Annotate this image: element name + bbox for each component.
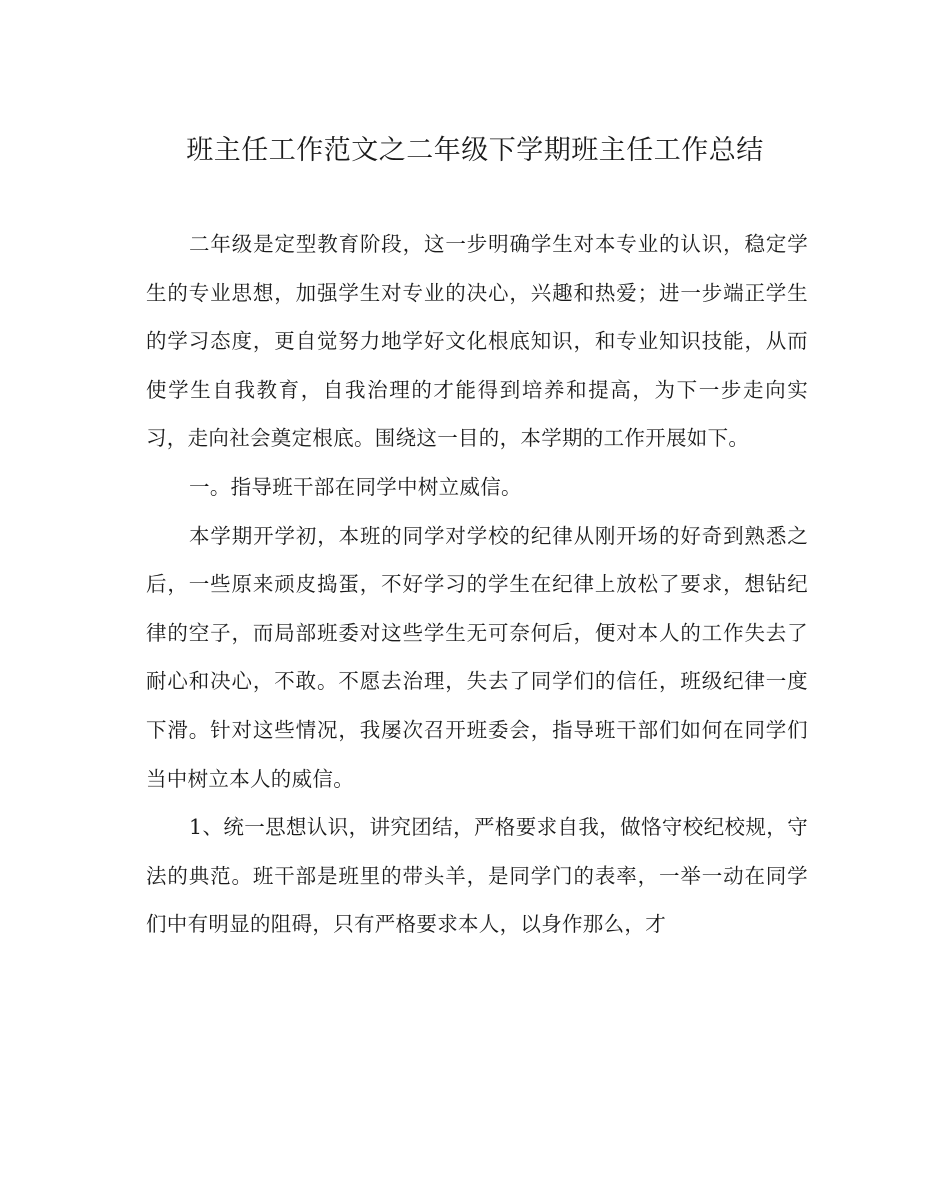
- paragraph-section-1: 本学期开学初，本班的同学对学校的纪律从刚开场的好奇到熟悉之后，一些原来顽皮捣蛋，不好学习的学生在纪律上放松了要求，想钻纪律的空子，而局部班委对这些学生无可奈何后，便对本人的工作失去了耐心和决心，不敢。不愿去治理，失去了同学们的信任，班级纪律一度下滑。针对这些情况，我屡次召开班委会，指导班干部们如何在同学们当中树立本人的威信。: [146, 523, 808, 791]
- document-body: [146, 220, 808, 949]
- section-heading-1: 一。指导班干部在同学中树立威信。: [189, 474, 522, 499]
- paragraph-point-1: 1、统一思想认识，讲究团结，严格要求自我，做恪守校纪校规，守法的典范。班干部是班里的带头羊，是同学门的表率，一举一动在同学们中有明显的阻碍，只有严格要求本人，以身作那么，才: [146, 815, 808, 937]
- paragraph-intro: 二年级是定型教育阶段，这一步明确学生对本专业的认识，稳定学生的专业思想，加强学生对专业的决心，兴趣和热爱；进一步端正学生的学习态度，更自觉努力地学好文化根底知识，和专业知识技能，从而使学生自我教育，自我治理的才能得到培养和提高，为下一步走向实习，走向社会奠定根底。围绕这一目的，本学期的工作开展如下。: [146, 232, 808, 451]
- document-title: 班主任工作范文之二年级下学期班主任工作总结: [186, 135, 764, 166]
